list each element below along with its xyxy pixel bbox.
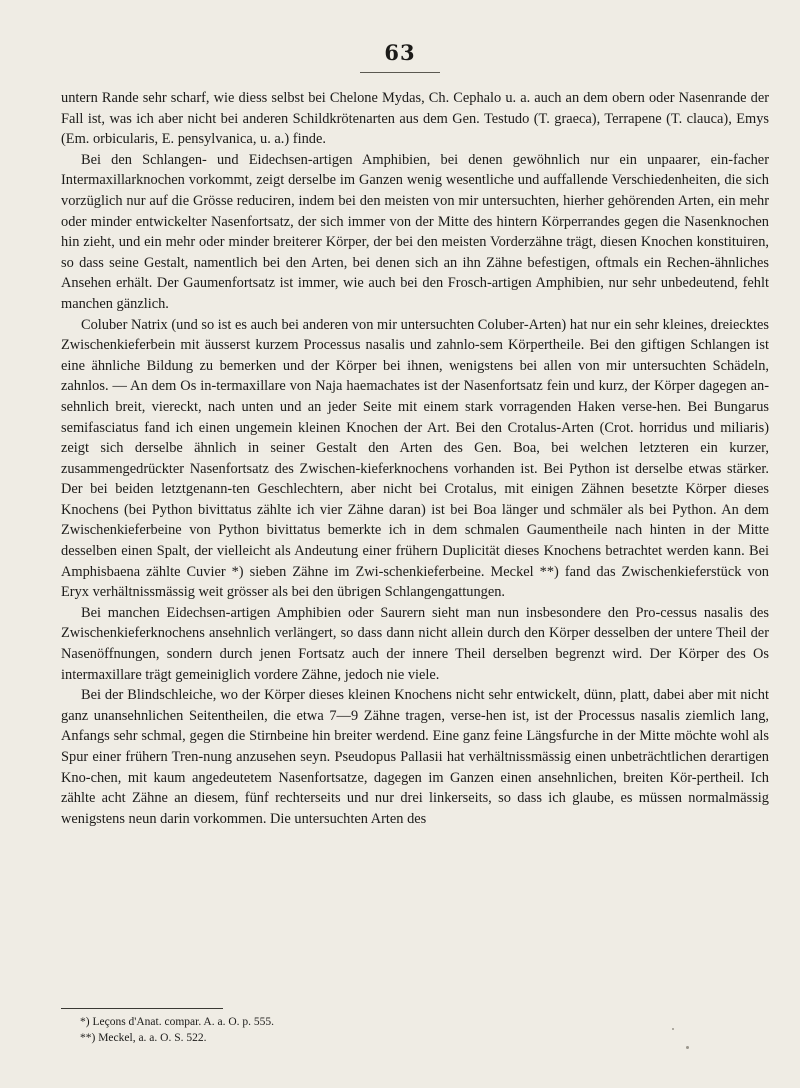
paragraph-saurian-amphibians: Bei manchen Eidechsen-artigen Amphibien oder Saurern sieht man nun insbesondere den Pro-cessus nasalis des Zwischenkieferknochens ansehnlich verlängert, so dass dann nicht allein durch den Körper desselben der untere Theil der Nasenöffnungen, sondern durch jenen Fortsatz auch der innere Theil derselben begrenzt wird. Der Körper des Os intermaxillare trägt gemeiniglich vordere Zähne, jedoch nie viele. (61, 604, 769, 683)
body-text (61, 88, 769, 829)
paper-speck (672, 1028, 674, 1030)
footnote-meckel: **) Meckel, a. a. O. S. 522. (80, 1032, 207, 1044)
paragraph-coluber-natrix: Coluber Natrix (und so ist es auch bei anderen von mir untersuchten Coluber-Arten) hat nur ein sehr kleines, dreiecktes Zwischenkieferbein mit äusserst kurzem Processus nasalis und zahnlo-sem Körpertheile. Bei den giftigen Schlangen ist eine ähnliche Bildung zu bemerken und der Körper bei ihnen, wenigstens bei allen von mir untersuchten Schädeln, zahnlos. — An dem Os in-termaxillare von Naja haemachates ist der Nasenfortsatz fein und kurz, der Körper dagegen an-sehnlich breit, viereckt, nach unten und an jeder Seite mit einem stark vorragenden Haken verse-hen. Bei Bungarus semifasciatus fand ich einen ungemein kleinen Knochen der Art. Bei den Crotalus-Arten (Crot. horridus und miliaris) zeigt sich derselbe ähnlich in seiner Gestalt den Arten des Gen. Boa, bei welchen letzteren ein kurzer, zusammengedrückter Nasenfortsatz des Zwischen-kieferknochens vorhanden ist. Bei Python ist derselbe etwas stärker. Der bei beiden letztgenann-ten Geschlechtern, aber nicht bei Crotalus, mit einigen Zähnen besetzte Körper dieses Knochens (bei Python bivittatus zählte ich vier Zähne daran) ist bei Boa länger und schmäler als bei Python. An dem Zwischenkieferbeine von Python bivittatus bemerkte ich in dem schmalen Gaumentheile nach hinten in der Mitte desselben einen Spalt, der vielleicht als Andeutung einer frühern Duplicität dieses Knochens betrachtet werden kann. Bei Amphisbaena zählte Cuvier *) sieben Zähne im Zwi-schenkieferbeine. Meckel **) fand das Zwischenkieferstück von Eryx verhältnissmässig weit grösser als bei den übrigen Schlangengattungen. (61, 316, 769, 601)
footnote-cuvier: *) Leçons d'Anat. compar. A. a. O. p. 555. (80, 1016, 275, 1028)
paragraph-blindworm: Bei der Blindschleiche, wo der Körper dieses kleinen Knochens nicht sehr entwickelt, dünn, platt, dabei aber mit nicht ganz unansehnlichen Seitentheilen, die etwa 7—9 Zähne tragen, verse-hen ist, ist der Processus nasalis ziemlich lang, Anfangs sehr schmal, gegen die Stirnbeine hin breiter werdend. Eine ganz feine Längsfurche in der Mitte möchte wohl als Spur einer frühern Tren-nung anzusehen seyn. Pseudopus Pallasii hat verhältnissmässig einen unbeträchtlichen derartigen Kno-chen, mit kaum angedeutetem Nasenfortsatze, dagegen im Ganzen einen ansehnlichen, breiten Kör-pertheil. Ich zählte acht Zähne an diesem, fünf rechterseits und nur drei linkerseits, so dass ich glaube, es müssen normalmässig wenigstens neun darin vorkommen. Die untersuchten Arten des (61, 687, 769, 827)
paragraph-continuation: untern Rande sehr scharf, wie diess selbst bei Chelone Mydas, Ch. Cephalo u. a. auch an dem obern oder Nasenrande der Fall ist, was ich aber nicht bei anderen Schildkrötenarten aus dem Gen. Testudo (T. graeca), Terrapene (T. clauca), Emys (Em. orbicularis, E. pensylvanica, u. a.) finde. (61, 90, 769, 148)
page-number-rule (360, 72, 440, 73)
paper-speck (686, 1046, 689, 1049)
page-number: 63 (384, 40, 416, 65)
footnotes (80, 1014, 720, 1046)
footnote-rule (61, 1008, 223, 1009)
paragraph-snakes-lizards-overview: Bei den Schlangen- und Eidechsen-artigen Amphibien, bei denen gewöhnlich nur ein unpaarer, ein-facher Intermaxillarknochen vorkommt, zeigt derselbe im Ganzen wenig wesentliche und auffallende Verschiedenheiten, die sich vorzüglich nur auf die Grösse reduciren, indem bei den meisten von mir untersuchten, hierher gehörenden Arten, ein mehr oder minder entwickelter Nasenfortsatz, der sich immer von der Mitte des hintern Körperrandes gegen die Nasenknochen hin zieht, und ein mehr oder minder breiterer Körper, der bei den meisten Vorderzähne trägt, diesen Knochen konstituiren, so dass seine Gestalt, namentlich bei den Arten, bei denen sich an ihn Zähne befestigen, oftmals ein Rechen-ähnliches Ansehen erhält. Der Gaumenfortsatz ist immer, wie auch bei den Frosch-artigen Amphibien, nur sehr unbedeutend, fehlt manchen gänzlich. (61, 151, 769, 312)
